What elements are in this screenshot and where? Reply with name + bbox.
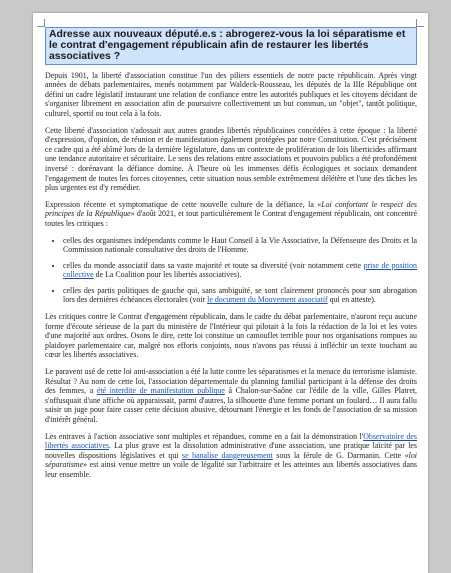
paragraph-5-text-b: à Chalon-sur-Saône car l'édile de la ville, Gilles Platret, s'offusquait d'une affiche où apparaissait, parmi d'autres, la silhouette d'une femme portant un foulard… Il aura fallu saisir un juge pour faire casser cette décision abusive, détournant l'énergie et les fonds de l'association de sa mission d'intérêt général. (45, 386, 417, 425)
paragraph-6 (45, 432, 417, 480)
prise-de-position-link[interactable]: prise de position collective (63, 260, 417, 280)
list-item-text-a: celles des partis politiques de gauche qui, sans ambiguïté, se sont clairement prononcés pour son abrogation lors des dernières échéances électorales (voir (63, 285, 417, 305)
paragraph-6-text-c: sous la férule de G. Darmanin. Cette « (272, 450, 409, 460)
list-item-text-a: celles du monde associatif dans sa vaste majorité et toute sa diversité (voir notamment cette (63, 260, 364, 270)
list-item-text-b: de La Coalition pour les libertés associatives). (93, 270, 242, 280)
paragraph-6-text-a: Les entraves à l'action associative sont multiples et répandues, comme en a fait la démonstration l' (45, 431, 364, 441)
interdite-manifestation-link[interactable]: été interdite de manifestation publique (96, 386, 225, 396)
paragraph-2: Cette liberté d'association s'adossait aux autres grandes libertés républicaines concédées à cette époque : la liberté d'expression, d'opinion, de réunion et de manifestation également protégées par notre Constitution. C'est précisément ce cadre qui a été abîmé lors de la dernière législature, dans un contexte de prolifération de lois liberticides affirmant une tendance autoritaire et sécuritaire. Le sens des relations entre associations et pouvoirs publics a été profondément inversé : dorénavant la défiance domine. À l'heure où les immenses défis écologiques et sociaux demandent l'engagement de toutes les forces citoyennes, cette situation nous semble extrêmement délétère et l'une des tâches les plus urgentes est d'y remédier. (45, 125, 417, 193)
paragraph-6-text-d: » est ainsi venue mettre un voile de légalité sur l'arbitraire et les atteintes aux libertés associatives dans leur ensemble. (45, 460, 417, 479)
document-page (33, 13, 428, 573)
paragraph-3 (45, 200, 417, 229)
paragraph-3-text-a: Expression récente et symptomatique de cette nouvelle culture de la défiance, la « (45, 199, 322, 209)
critiques-list (45, 236, 417, 306)
paragraph-1: Depuis 1901, la liberté d'association constitue l'un des piliers essentiels de notre pacte républicain. Après vingt années de débats parlementaires, menés notamment par Waldeck-Rousseau, les députés de la IIIe République ont défini un cadre législatif instaurant une relation de confiance entre les autorités publiques et les citoyens décidant de s'organiser librement en association afin de poursuivre collectivement un but commun, un "objet", tantôt politique, culturel, sportif ou tout cela à la fois. (45, 70, 417, 118)
list-item-text-b: qui en atteste). (327, 295, 376, 305)
crop-mark-top-left (37, 19, 45, 27)
document-body (45, 27, 417, 487)
loi-confortant-link[interactable]: Loi confortant le respect des principes de la République (45, 199, 417, 219)
paragraph-6-text-b: . La plus grave est la dissolution administrative d'une association, une pratique laïcité par les nouvelles dispositions législatives et qui (45, 441, 417, 460)
list-item (63, 261, 417, 280)
document-title[interactable]: Adresse aux nouveaux député.e.s : abrogerez-vous la loi séparatisme et le contrat d'engagement républicain afin de restaurer les libertés associatives ? (45, 27, 417, 65)
paragraph-5-text-a: Le paravent usé de cette loi anti-association a été la lutte contre les séparatismes et la menace du terrorisme islamiste. Résultat ? Au nom de cette loi, l'association départementale du planning familial participant à la défense des droits des femmes, a (45, 367, 417, 396)
banalise-link[interactable]: se banalise dangereusement (182, 450, 273, 460)
paragraph-3-text-b: » d'août 2021, et tout particulièrement le Contrat d'engagement républicain, ont concentré toutes les critiques : (45, 209, 417, 228)
paragraph-5 (45, 367, 417, 425)
loi-separatisme-text: loi séparatisme (45, 450, 417, 470)
paragraph-4: Les critiques contre le Contrat d'engagement républicain, dans le cadre du débat parlementaire, n'auront reçu aucune forme d'écoute sérieuse de la part du ministère de l'Intérieur qui pilotait à la fois la rédaction de la loi et les votes d'une majorité aux ordres. Osons le dire, cette loi constitue un camouflet terrible pour nos organisations rompues au plaidoyer parlementaire car, malgré nos efforts conjoints, nous n'avons pas réussi à infléchir un texte touchant au cœur les libertés associatives. (45, 312, 417, 360)
list-item: • celles des organismes indépendants comme le Haut Conseil à la Vie Associative, la Défenseure des Droits et la Commission nationale consultative des droits de l'Homme. (63, 236, 417, 255)
list-item (63, 286, 417, 305)
crop-mark-top-right (416, 19, 424, 27)
observatoire-link[interactable]: Observatoire des libertés associatives (45, 431, 418, 451)
mouvement-associatif-link[interactable]: le document du Mouvement associatif (207, 295, 328, 305)
